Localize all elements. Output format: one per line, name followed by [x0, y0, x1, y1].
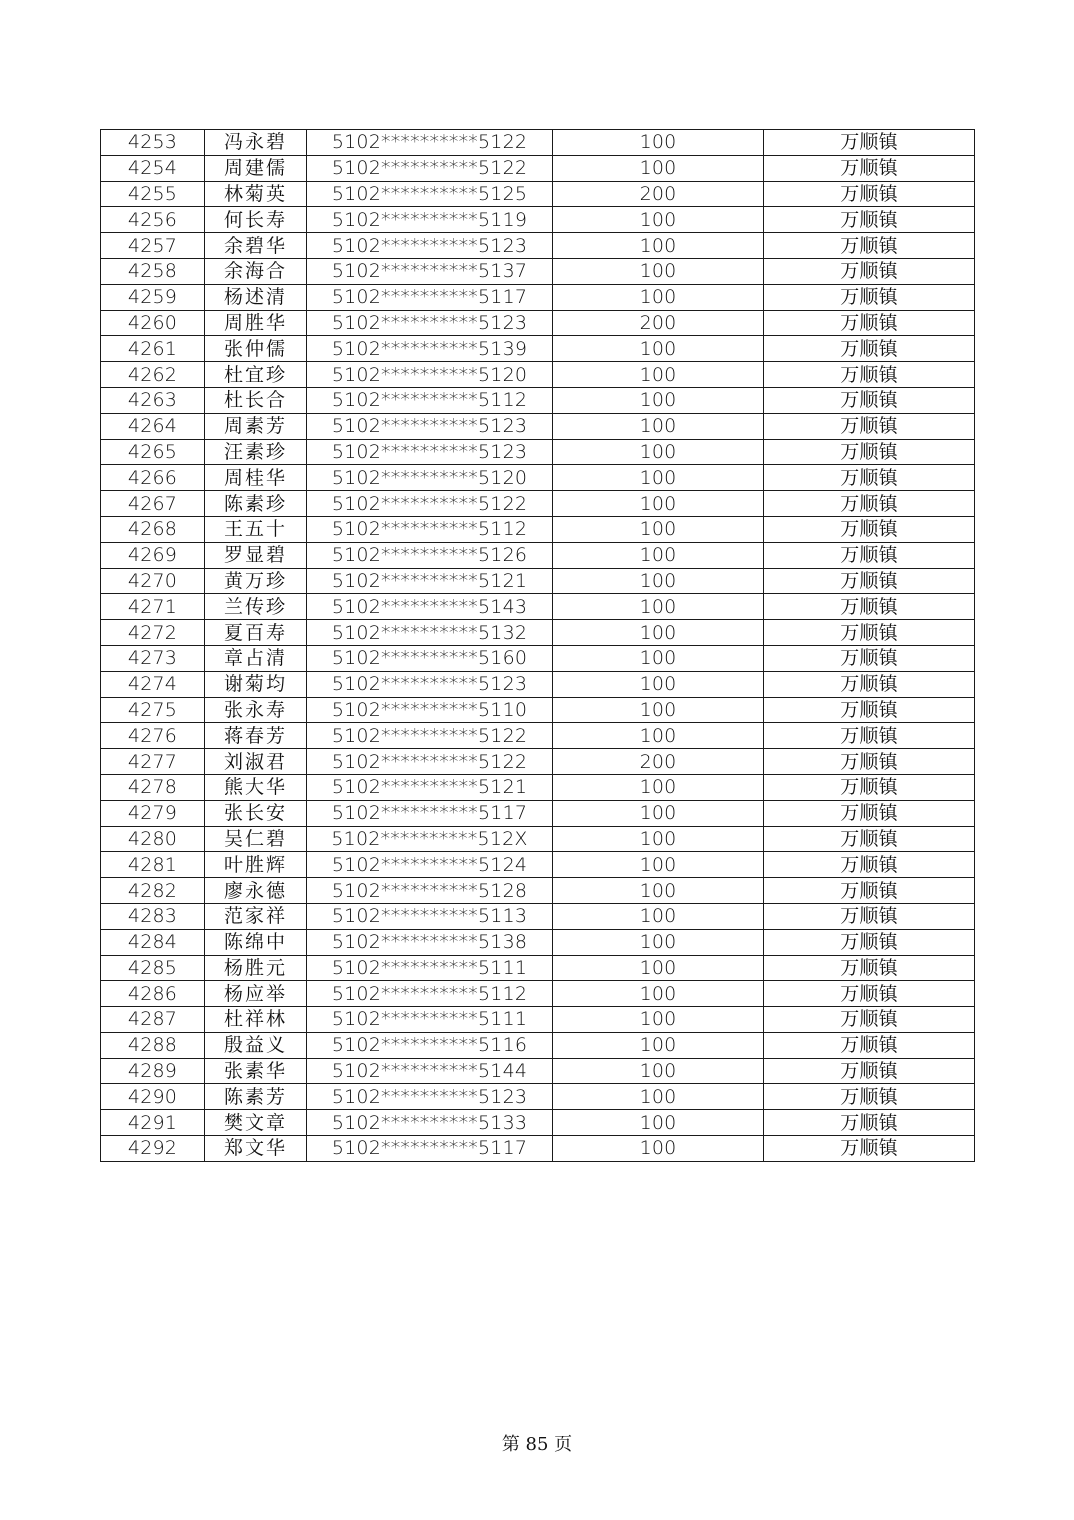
row-number-cell: 4288 [101, 1032, 205, 1058]
row-number-cell: 4274 [101, 671, 205, 697]
amount-cell: 100 [553, 207, 764, 233]
row-number-cell: 4261 [101, 336, 205, 362]
table-row [101, 336, 975, 362]
id-number-cell: 5102**********5117 [307, 800, 553, 826]
name-cell: 杨胜元 [205, 955, 307, 981]
page-number: 第 85 页 [501, 1434, 573, 1455]
name-cell: 兰传珍 [205, 594, 307, 620]
row-number-cell: 4292 [101, 1136, 205, 1162]
amount-cell: 100 [553, 568, 764, 594]
amount-cell: 100 [553, 465, 764, 491]
amount-cell: 100 [553, 878, 764, 904]
town-cell: 万顺镇 [764, 929, 975, 955]
table-row [101, 903, 975, 929]
id-number-cell: 5102**********5110 [307, 697, 553, 723]
amount-cell: 100 [553, 258, 764, 284]
row-number-cell: 4269 [101, 542, 205, 568]
row-number-cell: 4271 [101, 594, 205, 620]
name-cell: 陈素芳 [205, 1084, 307, 1110]
town-cell: 万顺镇 [764, 233, 975, 259]
table-row [101, 1084, 975, 1110]
id-number-cell: 5102**********5138 [307, 929, 553, 955]
row-number-cell: 4255 [101, 181, 205, 207]
amount-cell: 100 [553, 491, 764, 517]
id-number-cell: 5102**********5117 [307, 284, 553, 310]
row-number-cell: 4279 [101, 800, 205, 826]
row-number-cell: 4268 [101, 516, 205, 542]
roster-table [100, 129, 975, 1162]
table-row [101, 439, 975, 465]
row-number-cell: 4277 [101, 749, 205, 775]
row-number-cell: 4256 [101, 207, 205, 233]
town-cell: 万顺镇 [764, 981, 975, 1007]
table-row [101, 955, 975, 981]
name-cell: 陈素珍 [205, 491, 307, 517]
id-number-cell: 5102**********5112 [307, 981, 553, 1007]
row-number-cell: 4253 [101, 130, 205, 156]
amount-cell: 100 [553, 671, 764, 697]
town-cell: 万顺镇 [764, 568, 975, 594]
name-cell: 林菊英 [205, 181, 307, 207]
name-cell: 黄万珍 [205, 568, 307, 594]
row-number-cell: 4273 [101, 645, 205, 671]
amount-cell: 100 [553, 1007, 764, 1033]
row-number-cell: 4284 [101, 929, 205, 955]
table-row [101, 1032, 975, 1058]
amount-cell: 200 [553, 181, 764, 207]
name-cell: 张仲儒 [205, 336, 307, 362]
table-row [101, 413, 975, 439]
town-cell: 万顺镇 [764, 1007, 975, 1033]
id-number-cell: 5102**********5139 [307, 336, 553, 362]
town-cell: 万顺镇 [764, 620, 975, 646]
table-row [101, 258, 975, 284]
town-cell: 万顺镇 [764, 491, 975, 517]
amount-cell: 100 [553, 620, 764, 646]
row-number-cell: 4280 [101, 826, 205, 852]
town-cell: 万顺镇 [764, 749, 975, 775]
table-row [101, 233, 975, 259]
name-cell: 周素芳 [205, 413, 307, 439]
amount-cell: 100 [553, 903, 764, 929]
id-number-cell: 5102**********5122 [307, 155, 553, 181]
id-number-cell: 5102**********5123 [307, 439, 553, 465]
id-number-cell: 5102**********5122 [307, 749, 553, 775]
amount-cell: 100 [553, 955, 764, 981]
name-cell: 陈绵中 [205, 929, 307, 955]
town-cell: 万顺镇 [764, 1058, 975, 1084]
town-cell: 万顺镇 [764, 362, 975, 388]
name-cell: 冯永碧 [205, 130, 307, 156]
table-row [101, 697, 975, 723]
amount-cell: 100 [553, 826, 764, 852]
row-number-cell: 4267 [101, 491, 205, 517]
name-cell: 杨应举 [205, 981, 307, 1007]
table-row [101, 749, 975, 775]
town-cell: 万顺镇 [764, 697, 975, 723]
id-number-cell: 5102**********5132 [307, 620, 553, 646]
amount-cell: 100 [553, 233, 764, 259]
town-cell: 万顺镇 [764, 258, 975, 284]
row-number-cell: 4276 [101, 723, 205, 749]
name-cell: 吴仁碧 [205, 826, 307, 852]
id-number-cell: 5102**********5121 [307, 568, 553, 594]
name-cell: 周胜华 [205, 310, 307, 336]
id-number-cell: 5102**********512X [307, 826, 553, 852]
amount-cell: 100 [553, 594, 764, 620]
town-cell: 万顺镇 [764, 955, 975, 981]
id-number-cell: 5102**********5111 [307, 1007, 553, 1033]
amount-cell: 200 [553, 749, 764, 775]
name-cell: 杨述清 [205, 284, 307, 310]
amount-cell: 100 [553, 1136, 764, 1162]
town-cell: 万顺镇 [764, 542, 975, 568]
id-number-cell: 5102**********5121 [307, 774, 553, 800]
town-cell: 万顺镇 [764, 387, 975, 413]
table-row [101, 826, 975, 852]
table-row [101, 1058, 975, 1084]
name-cell: 叶胜辉 [205, 852, 307, 878]
town-cell: 万顺镇 [764, 336, 975, 362]
id-number-cell: 5102**********5128 [307, 878, 553, 904]
id-number-cell: 5102**********5137 [307, 258, 553, 284]
town-cell: 万顺镇 [764, 516, 975, 542]
table-row [101, 645, 975, 671]
table-row [101, 207, 975, 233]
table-row [101, 181, 975, 207]
table-row [101, 1136, 975, 1162]
name-cell: 王五十 [205, 516, 307, 542]
town-cell: 万顺镇 [764, 878, 975, 904]
row-number-cell: 4270 [101, 568, 205, 594]
id-number-cell: 5102**********5122 [307, 723, 553, 749]
id-number-cell: 5102**********5119 [307, 207, 553, 233]
amount-cell: 100 [553, 542, 764, 568]
table-row [101, 362, 975, 388]
town-cell: 万顺镇 [764, 1136, 975, 1162]
town-cell: 万顺镇 [764, 1084, 975, 1110]
amount-cell: 100 [553, 1032, 764, 1058]
row-number-cell: 4272 [101, 620, 205, 646]
town-cell: 万顺镇 [764, 207, 975, 233]
name-cell: 廖永德 [205, 878, 307, 904]
name-cell: 张长安 [205, 800, 307, 826]
town-cell: 万顺镇 [764, 181, 975, 207]
table-row [101, 130, 975, 156]
amount-cell: 100 [553, 1058, 764, 1084]
row-number-cell: 4254 [101, 155, 205, 181]
id-number-cell: 5102**********5117 [307, 1136, 553, 1162]
row-number-cell: 4278 [101, 774, 205, 800]
table-row [101, 852, 975, 878]
name-cell: 周桂华 [205, 465, 307, 491]
name-cell: 汪素珍 [205, 439, 307, 465]
name-cell: 杜祥林 [205, 1007, 307, 1033]
row-number-cell: 4283 [101, 903, 205, 929]
town-cell: 万顺镇 [764, 1032, 975, 1058]
id-number-cell: 5102**********5160 [307, 645, 553, 671]
name-cell: 夏百寿 [205, 620, 307, 646]
town-cell: 万顺镇 [764, 439, 975, 465]
name-cell: 殷益义 [205, 1032, 307, 1058]
id-number-cell: 5102**********5143 [307, 594, 553, 620]
name-cell: 张永寿 [205, 697, 307, 723]
town-cell: 万顺镇 [764, 774, 975, 800]
row-number-cell: 4266 [101, 465, 205, 491]
id-number-cell: 5102**********5123 [307, 413, 553, 439]
amount-cell: 100 [553, 697, 764, 723]
town-cell: 万顺镇 [764, 671, 975, 697]
amount-cell: 100 [553, 413, 764, 439]
town-cell: 万顺镇 [764, 413, 975, 439]
amount-cell: 200 [553, 310, 764, 336]
town-cell: 万顺镇 [764, 284, 975, 310]
table-row [101, 1110, 975, 1136]
name-cell: 周建儒 [205, 155, 307, 181]
roster-table-body [101, 130, 975, 1162]
amount-cell: 100 [553, 439, 764, 465]
row-number-cell: 4263 [101, 387, 205, 413]
table-row [101, 310, 975, 336]
name-cell: 蒋春芳 [205, 723, 307, 749]
town-cell: 万顺镇 [764, 903, 975, 929]
row-number-cell: 4281 [101, 852, 205, 878]
town-cell: 万顺镇 [764, 594, 975, 620]
name-cell: 余海合 [205, 258, 307, 284]
table-row [101, 878, 975, 904]
name-cell: 张素华 [205, 1058, 307, 1084]
town-cell: 万顺镇 [764, 310, 975, 336]
id-number-cell: 5102**********5120 [307, 465, 553, 491]
row-number-cell: 4275 [101, 697, 205, 723]
row-number-cell: 4262 [101, 362, 205, 388]
amount-cell: 100 [553, 336, 764, 362]
amount-cell: 100 [553, 284, 764, 310]
row-number-cell: 4290 [101, 1084, 205, 1110]
row-number-cell: 4291 [101, 1110, 205, 1136]
amount-cell: 100 [553, 1084, 764, 1110]
table-row [101, 491, 975, 517]
table-row [101, 1007, 975, 1033]
amount-cell: 100 [553, 387, 764, 413]
id-number-cell: 5102**********5112 [307, 387, 553, 413]
table-row [101, 516, 975, 542]
name-cell: 刘淑君 [205, 749, 307, 775]
amount-cell: 100 [553, 852, 764, 878]
row-number-cell: 4285 [101, 955, 205, 981]
id-number-cell: 5102**********5144 [307, 1058, 553, 1084]
name-cell: 郑文华 [205, 1136, 307, 1162]
amount-cell: 100 [553, 516, 764, 542]
id-number-cell: 5102**********5120 [307, 362, 553, 388]
town-cell: 万顺镇 [764, 645, 975, 671]
id-number-cell: 5102**********5123 [307, 671, 553, 697]
id-number-cell: 5102**********5125 [307, 181, 553, 207]
id-number-cell: 5102**********5123 [307, 310, 553, 336]
table-row [101, 800, 975, 826]
table-row [101, 929, 975, 955]
id-number-cell: 5102**********5113 [307, 903, 553, 929]
name-cell: 杜长合 [205, 387, 307, 413]
town-cell: 万顺镇 [764, 130, 975, 156]
table-row [101, 284, 975, 310]
table-row [101, 981, 975, 1007]
id-number-cell: 5102**********5116 [307, 1032, 553, 1058]
row-number-cell: 4265 [101, 439, 205, 465]
town-cell: 万顺镇 [764, 155, 975, 181]
amount-cell: 100 [553, 800, 764, 826]
amount-cell: 100 [553, 155, 764, 181]
table-row [101, 620, 975, 646]
row-number-cell: 4257 [101, 233, 205, 259]
id-number-cell: 5102**********5133 [307, 1110, 553, 1136]
name-cell: 范家祥 [205, 903, 307, 929]
amount-cell: 100 [553, 723, 764, 749]
row-number-cell: 4260 [101, 310, 205, 336]
town-cell: 万顺镇 [764, 826, 975, 852]
table-row [101, 387, 975, 413]
id-number-cell: 5102**********5126 [307, 542, 553, 568]
table-row [101, 465, 975, 491]
amount-cell: 100 [553, 130, 764, 156]
name-cell: 谢菊均 [205, 671, 307, 697]
id-number-cell: 5102**********5122 [307, 130, 553, 156]
id-number-cell: 5102**********5123 [307, 1084, 553, 1110]
amount-cell: 100 [553, 645, 764, 671]
row-number-cell: 4258 [101, 258, 205, 284]
id-number-cell: 5102**********5124 [307, 852, 553, 878]
row-number-cell: 4287 [101, 1007, 205, 1033]
table-row [101, 774, 975, 800]
amount-cell: 100 [553, 774, 764, 800]
name-cell: 熊大华 [205, 774, 307, 800]
id-number-cell: 5102**********5122 [307, 491, 553, 517]
name-cell: 余碧华 [205, 233, 307, 259]
amount-cell: 100 [553, 1110, 764, 1136]
row-number-cell: 4264 [101, 413, 205, 439]
town-cell: 万顺镇 [764, 465, 975, 491]
amount-cell: 100 [553, 929, 764, 955]
id-number-cell: 5102**********5112 [307, 516, 553, 542]
name-cell: 杜宜珍 [205, 362, 307, 388]
row-number-cell: 4286 [101, 981, 205, 1007]
town-cell: 万顺镇 [764, 852, 975, 878]
id-number-cell: 5102**********5123 [307, 233, 553, 259]
table-row [101, 155, 975, 181]
name-cell: 樊文章 [205, 1110, 307, 1136]
town-cell: 万顺镇 [764, 1110, 975, 1136]
amount-cell: 100 [553, 362, 764, 388]
name-cell: 何长寿 [205, 207, 307, 233]
town-cell: 万顺镇 [764, 800, 975, 826]
row-number-cell: 4282 [101, 878, 205, 904]
table-row [101, 723, 975, 749]
table-row [101, 671, 975, 697]
table-row [101, 594, 975, 620]
name-cell: 章占清 [205, 645, 307, 671]
town-cell: 万顺镇 [764, 723, 975, 749]
id-number-cell: 5102**********5111 [307, 955, 553, 981]
table-row [101, 568, 975, 594]
name-cell: 罗显碧 [205, 542, 307, 568]
amount-cell: 100 [553, 981, 764, 1007]
table-row [101, 542, 975, 568]
row-number-cell: 4259 [101, 284, 205, 310]
row-number-cell: 4289 [101, 1058, 205, 1084]
